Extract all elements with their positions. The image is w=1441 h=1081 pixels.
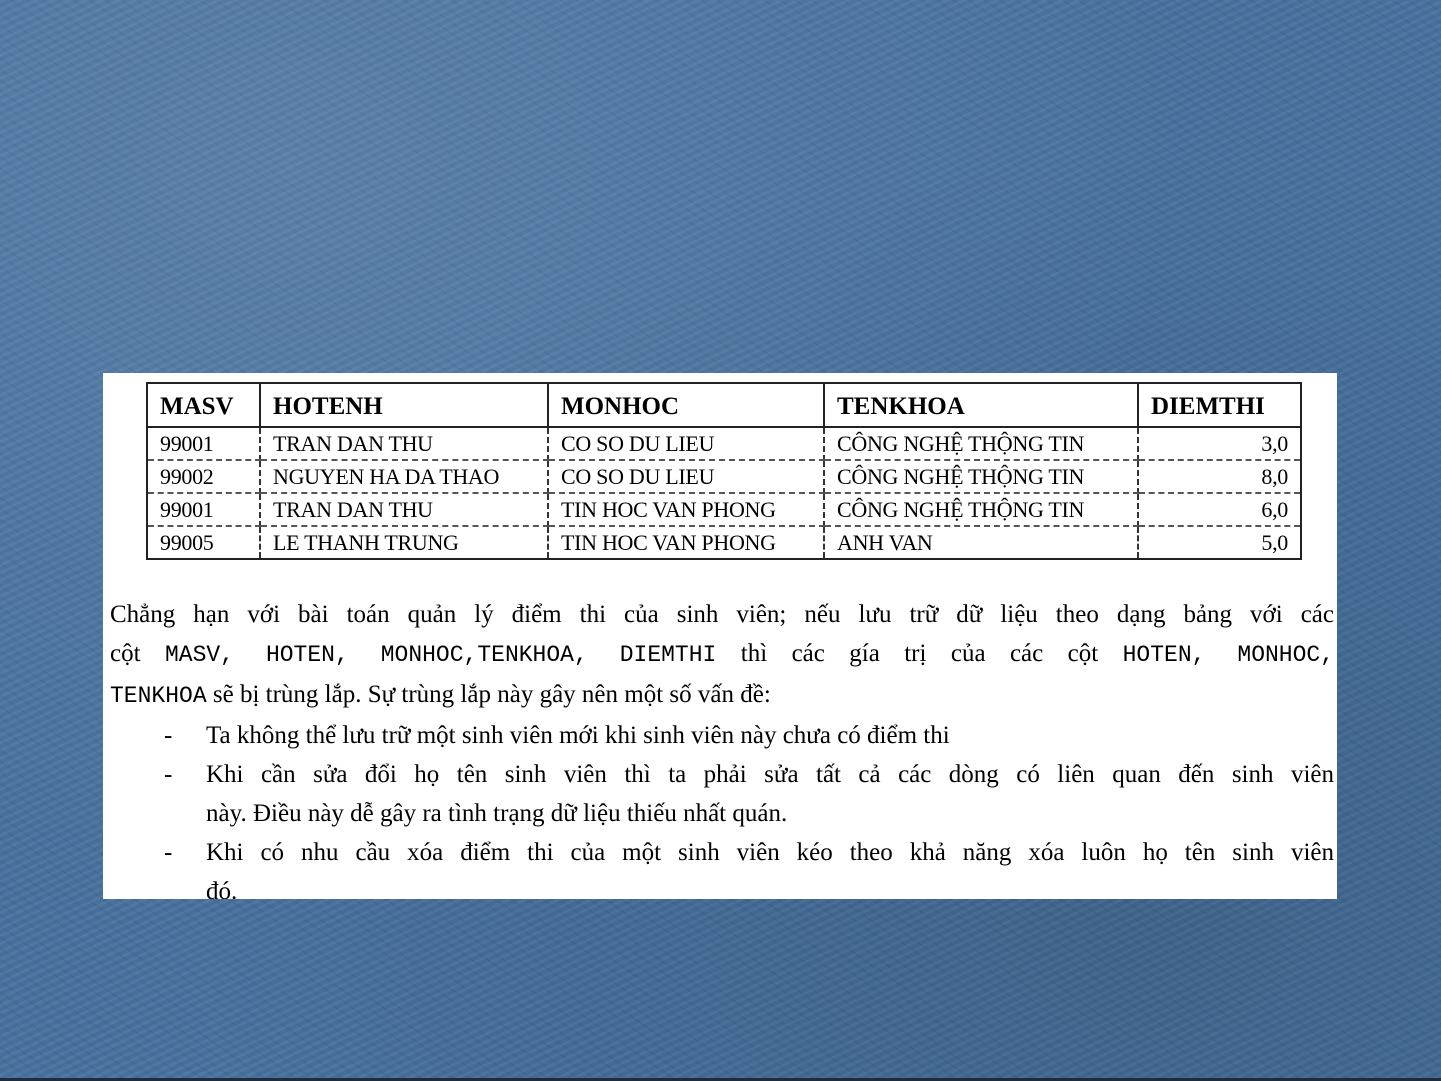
cell-diemthi: 6,0 bbox=[1138, 493, 1301, 526]
intro-paragraph bbox=[110, 595, 1334, 716]
table-header-row bbox=[147, 383, 1301, 427]
paragraph-text: thì các gía trị của các cột bbox=[740, 640, 1099, 667]
table-row bbox=[147, 493, 1301, 526]
paragraph-line bbox=[110, 595, 1334, 634]
cell-hoten: TRAN DAN THU bbox=[260, 427, 548, 460]
cell-masv: 99001 bbox=[147, 493, 260, 526]
cell-diemthi: 8,0 bbox=[1138, 460, 1301, 493]
cell-tenkhoa: ANH VAN bbox=[824, 526, 1138, 559]
header-monhoc: MONHOC bbox=[548, 383, 824, 427]
list-item-text: đó. bbox=[206, 878, 238, 899]
paragraph-text: cột bbox=[110, 640, 141, 667]
cell-hoten: LE THANH TRUNG bbox=[260, 526, 548, 559]
explanation-text bbox=[110, 595, 1334, 899]
issues-list bbox=[110, 716, 1334, 899]
cell-hoten: TRAN DAN THU bbox=[260, 493, 548, 526]
list-item-text: Khi có nhu cầu xóa điểm thi của một sinh viên kéo theo khả năng xóa luôn họ tên sinh viên bbox=[206, 839, 1334, 866]
cell-masv: 99005 bbox=[147, 526, 260, 559]
list-dash: - bbox=[164, 722, 173, 749]
column-names-code: TENKHOA bbox=[110, 683, 207, 709]
header-hotenh: HOTENH bbox=[260, 383, 548, 427]
list-item-text: Khi cần sửa đổi họ tên sinh viên thì ta phải sửa tất cả các dòng có liên quan đến sinh viên bbox=[206, 761, 1334, 788]
column-names-code: MASV, HOTEN, MONHOC,TENKHOA, DIEMTHI bbox=[164, 642, 717, 668]
cell-monhoc: TIN HOC VAN PHONG bbox=[548, 493, 824, 526]
list-item bbox=[110, 755, 1334, 833]
column-names-code: HOTEN, MONHOC, bbox=[1122, 642, 1335, 668]
cell-masv: 99002 bbox=[147, 460, 260, 493]
cell-tenkhoa: CÔNG NGHỆ THỘNG TIN bbox=[824, 493, 1138, 526]
table-row bbox=[147, 427, 1301, 460]
cell-hoten: NGUYEN HA DA THAO bbox=[260, 460, 548, 493]
list-item-text: Ta không thể lưu trữ một sinh viên mới khi sinh viên này chưa có điểm thi bbox=[206, 722, 950, 749]
cell-tenkhoa: CÔNG NGHỆ THỘNG TIN bbox=[824, 427, 1138, 460]
cell-monhoc: TIN HOC VAN PHONG bbox=[548, 526, 824, 559]
paragraph-text: Chẳng hạn với bài toán quản lý điểm thi của sinh viên; nếu lưu trữ dữ liệu theo dạng bảng với các bbox=[110, 601, 1334, 628]
list-item bbox=[110, 716, 1334, 755]
header-masv: MASV bbox=[147, 383, 260, 427]
cell-masv: 99001 bbox=[147, 427, 260, 460]
table-row bbox=[147, 460, 1301, 493]
paragraph-line bbox=[110, 634, 1334, 675]
cell-diemthi: 5,0 bbox=[1138, 526, 1301, 559]
cell-tenkhoa: CÔNG NGHỆ THỘNG TIN bbox=[824, 460, 1138, 493]
list-item-text: này. Điều này dễ gây ra tình trạng dữ liệu thiếu nhất quán. bbox=[206, 800, 788, 827]
header-diemthi: DIEMTHI bbox=[1138, 383, 1301, 427]
cell-diemthi: 3,0 bbox=[1138, 427, 1301, 460]
student-scores-table bbox=[146, 382, 1302, 560]
list-item bbox=[110, 833, 1334, 899]
paragraph-text: sẽ bị trùng lắp. Sự trùng lắp này gây nên một số vấn đề: bbox=[212, 681, 771, 708]
list-dash: - bbox=[164, 761, 173, 788]
list-dash: - bbox=[164, 839, 173, 866]
paragraph-line bbox=[110, 675, 1334, 716]
header-tenkhoa: TENKHOA bbox=[824, 383, 1138, 427]
document-panel bbox=[103, 373, 1337, 899]
table-row bbox=[147, 526, 1301, 559]
cell-monhoc: CO SO DU LIEU bbox=[548, 460, 824, 493]
cell-monhoc: CO SO DU LIEU bbox=[548, 427, 824, 460]
